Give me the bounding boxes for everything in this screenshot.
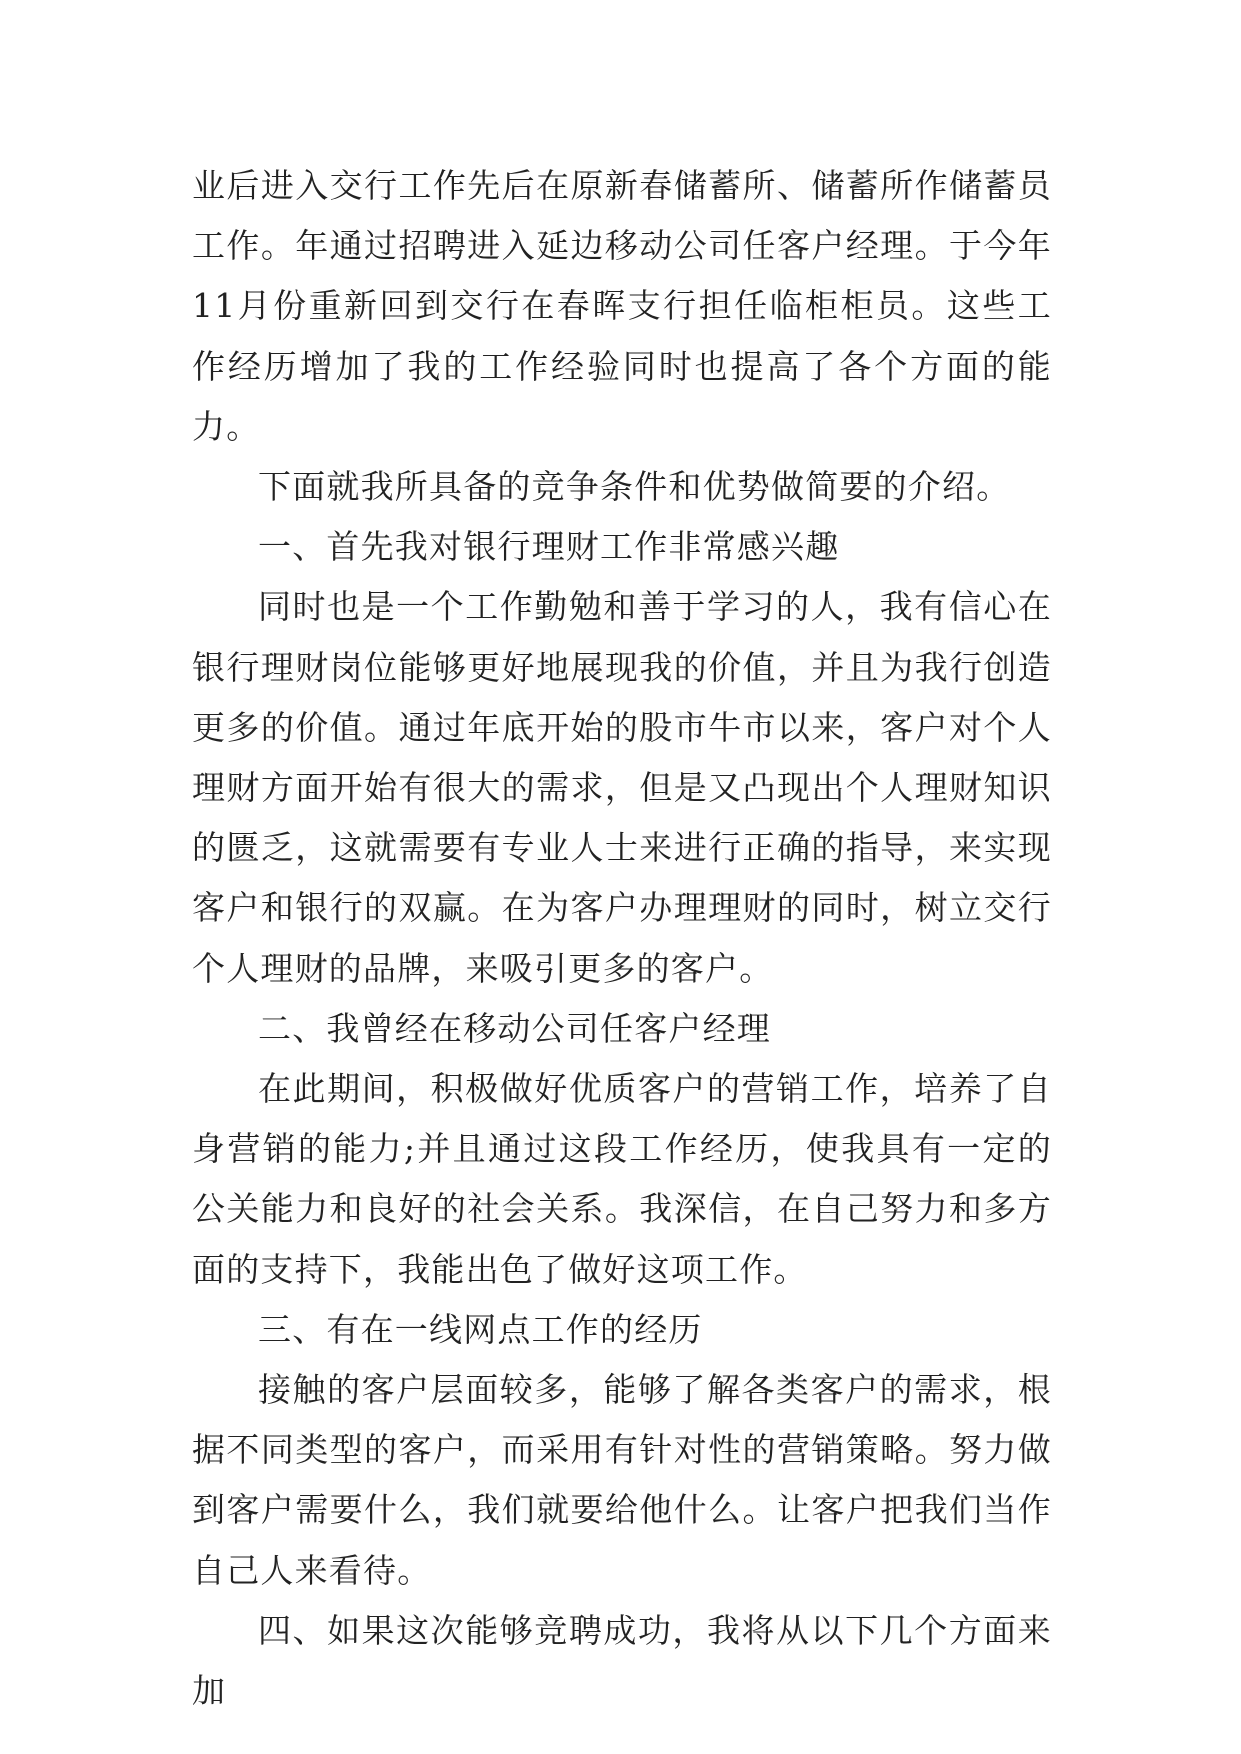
document-body — [192, 156, 1052, 1721]
paragraph-intro: 下面就我所具备的竞争条件和优势做简要的介绍。 — [258, 467, 1011, 507]
paragraph-continued: 业后进入交行工作先后在原新春储蓄所、储蓄所作储蓄员工作。年通过招聘进入延边移动公司任客户经理。于今年11月份重新回到交行在春晖支行担任临柜柜员。这些工作经历增加了我的工作经验同时也提高了各个方面的能力。 — [192, 166, 1052, 446]
paragraph-section-1: 同时也是一个工作勤勉和善于学习的人，我有信心在银行理财岗位能够更好地展现我的价值，并且为我行创造更多的价值。通过年底开始的股市牛市以来，客户对个人理财方面开始有很大的需求，但是又凸现出个人理财知识的匮乏，这就需要有专业人士来进行正确的指导，来实现客户和银行的双赢。在为客户办理理财的同时，树立交行个人理财的品牌，来吸引更多的客户。 — [192, 587, 1052, 988]
paragraph-section-3: 接触的客户层面较多，能够了解各类客户的需求，根据不同类型的客户，而采用有针对性的营销策略。努力做到客户需要什么，我们就要给他什么。让客户把我们当作自己人来看待。 — [192, 1370, 1052, 1590]
section-heading-4: 四、如果这次能够竞聘成功，我将从以下几个方面来加 — [192, 1610, 1052, 1711]
section-heading-1: 一、首先我对银行理财工作非常感兴趣 — [258, 527, 840, 567]
section-heading-2: 二、我曾经在移动公司任客户经理 — [258, 1008, 771, 1048]
paragraph-section-2: 在此期间，积极做好优质客户的营销工作，培养了自身营销的能力;并且通过这段工作经历，使我具有一定的公关能力和良好的社会关系。我深信，在自己努力和多方面的支持下，我能出色了做好这项工作。 — [192, 1069, 1052, 1289]
section-heading-3: 三、有在一线网点工作的经历 — [258, 1309, 703, 1349]
